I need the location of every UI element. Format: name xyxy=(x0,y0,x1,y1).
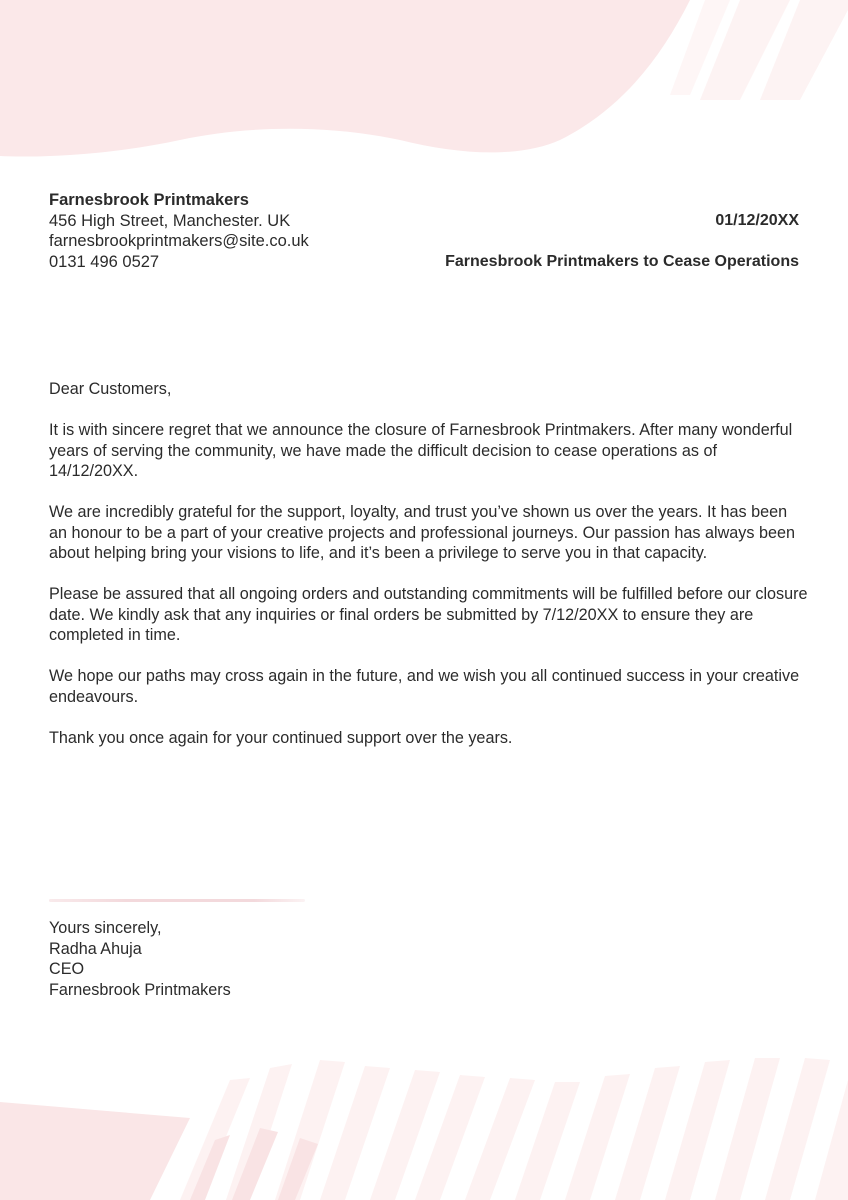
paragraph: We are incredibly grateful for the support, loyalty, and trust you’ve shown us over the years. It has been an honour to be a part of your creative projects and professional journeys. Our passion has always been about helping bring your visions to life, and it’s been a privilege to serve you in that capacity. xyxy=(49,503,795,562)
sender-phone: 0131 496 0527 xyxy=(49,252,160,271)
letter-date: 01/12/20XX xyxy=(715,212,799,229)
paragraph: It is with sincere regret that we announce the closure of Farnesbrook Printmakers. After many wonderful years of serving the community, we have made the difficult decision to cease operations as of 14/12/20XX. xyxy=(49,421,793,480)
sender-block xyxy=(49,190,309,272)
sender-address: 456 High Street, Manchester. UK xyxy=(49,211,291,230)
top-wave-decoration xyxy=(0,0,848,180)
signer-name: Radha Ahuja xyxy=(49,939,142,958)
signature-block xyxy=(49,918,231,1000)
sender-email: farnesbrookprintmakers@site.co.uk xyxy=(49,232,309,250)
letter-subject: Farnesbrook Printmakers to Cease Operations xyxy=(445,253,799,270)
paragraph: We hope our paths may cross again in the future, and we wish you all continued success in your creative endeavours. xyxy=(49,667,800,706)
paragraph: Please be assured that all ongoing orders and outstanding commitments will be fulfilled before our closure date. We kindly ask that any inquiries or final orders be submitted by 7/12/20XX to ensure they are completed in time. xyxy=(49,585,808,644)
signature-line xyxy=(49,899,305,902)
closing: Yours sincerely, xyxy=(49,919,162,937)
date-subject-block xyxy=(445,210,799,273)
bottom-stripes-decoration xyxy=(0,1040,848,1200)
paragraph: Thank you once again for your continued support over the years. xyxy=(49,728,513,747)
letter-body xyxy=(49,379,809,769)
salutation: Dear Customers, xyxy=(49,380,172,398)
signer-company: Farnesbrook Printmakers xyxy=(49,980,231,999)
sender-name: Farnesbrook Printmakers xyxy=(49,191,249,209)
signer-title: CEO xyxy=(49,960,85,978)
